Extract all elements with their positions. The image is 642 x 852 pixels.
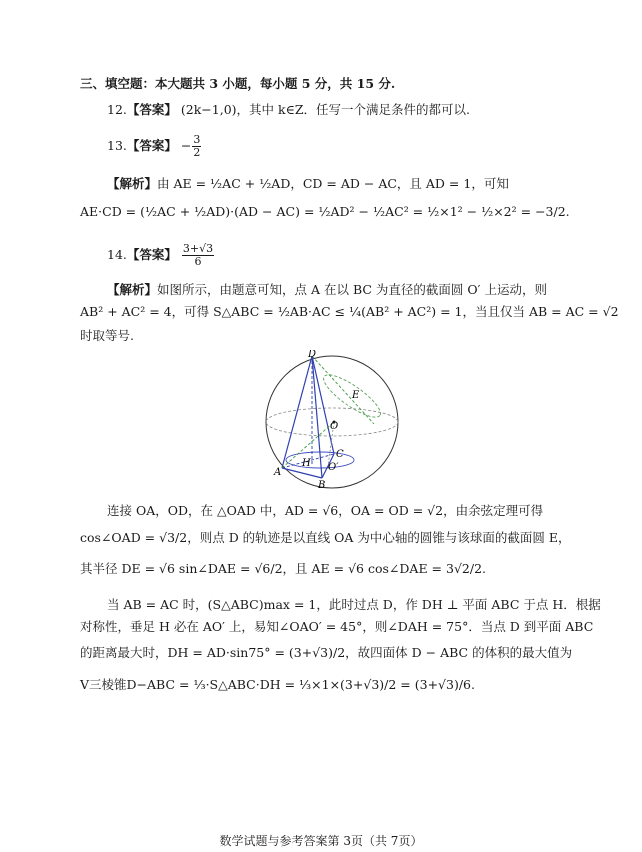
q12-answer: (2k−1,0)	[180, 102, 237, 117]
q14-p1-line3: 时取等号.	[80, 328, 134, 343]
q14-p2-line2: cos∠OAD = √3/2，则点 D 的轨迹是以直线 OA 为中心轴的圆锥与该球面的截面圆 E，	[80, 530, 571, 545]
q12-number: 12.	[107, 102, 127, 117]
q13-analysis-line1	[107, 176, 509, 192]
q14-answer-tag: 【答案】	[126, 247, 177, 262]
q14-number: 14.	[107, 247, 127, 262]
label-o-prime: O′	[328, 462, 339, 473]
edge-da	[282, 356, 312, 468]
q14-answer-fraction: $\frac{3+√3}{6}$	[182, 242, 214, 268]
q14-p1-line2: AB² + AC² = 4，可得 S△ABC = ½AB·AC ≤ ¼(AB² + AC²) = 1，当且仅当 AB = AC = √2	[80, 304, 619, 319]
q14-p3-line2: 对称性，垂足 H 必在 AO′ 上，易知∠OAO′ = 45°，则∠DAH = 75°．当点 D 到平面 ABC	[80, 619, 594, 634]
q12-line	[107, 102, 470, 118]
page-footer: 数学试题与参考答案第 3页（共 7页）	[219, 834, 423, 848]
q14-line	[107, 243, 215, 268]
label-e: E	[352, 390, 360, 401]
label-a: A	[274, 467, 282, 478]
q13-line	[107, 134, 202, 159]
q13-analysis-line2: AE·CD = (½AC + ½AD)·(AD − AC) = ½AD² − ½AC² = ½×1² − ½×2² = −3/2.	[80, 204, 570, 219]
q12-rest: ，其中 k∈Z．任写一个满足条件的都可以.	[236, 102, 470, 117]
q14-p1-text1: 如图所示，由题意可知，点 A 在以 BC 为直径的截面圆 O′ 上运动，则	[157, 282, 547, 297]
edge-ab	[282, 468, 322, 478]
q12-answer-tag: 【答案】	[126, 102, 177, 117]
section-title: 三、填空题：本大题共 3 小题，每小题 5 分，共 15 分.	[80, 76, 396, 91]
label-h: H	[302, 458, 311, 469]
q14-p1-line1	[107, 282, 547, 298]
q14-p3-line4: V三棱锥D−ABC = ⅓·S△ABC·DH = ⅓×1×(3+√3)/2 = (3+√3)/6.	[80, 677, 475, 692]
q13-answer-fraction: $\frac{3}{2}$	[193, 133, 201, 159]
label-d: D	[308, 350, 317, 360]
q13-analysis-text1: 由 AE = ½AC + ½AD，CD = AD − AC，且 AD = 1，可知	[157, 176, 509, 191]
label-c: C	[336, 449, 344, 460]
sphere-tetrahedron-figure	[262, 350, 402, 490]
label-b: B	[318, 480, 326, 490]
edge-dc	[312, 356, 334, 454]
q14-p3-line3: 的距离最大时，DH = AD·sin75° = (3+√3)/2，故四面体 D − ABC 的体积的最大值为	[80, 645, 573, 660]
q14-p3-line1: 当 AB = AC 时，(S△ABC)max = 1，此时过点 D，作 DH ⊥ 平面 ABC 于点 H．根据	[107, 597, 601, 612]
q14-analysis-tag: 【解析】	[107, 282, 158, 297]
q13-answer-tag: 【答案】	[126, 138, 177, 153]
cone-generatrix	[312, 356, 374, 424]
q13-number: 13.	[107, 138, 127, 153]
label-o: O	[330, 421, 339, 432]
q13-answer-sign: −	[180, 138, 192, 153]
q13-analysis-tag: 【解析】	[107, 176, 158, 191]
q14-p2-line3: 其半径 DE = √6 sin∠DAE = √6/2，且 AE = √6 cos∠DAE = 3√2/2.	[80, 561, 486, 576]
q14-p2-line1: 连接 OA，OD，在 △OAD 中，AD = √6，OA = OD = √2，由余弦定理可得	[107, 503, 544, 518]
